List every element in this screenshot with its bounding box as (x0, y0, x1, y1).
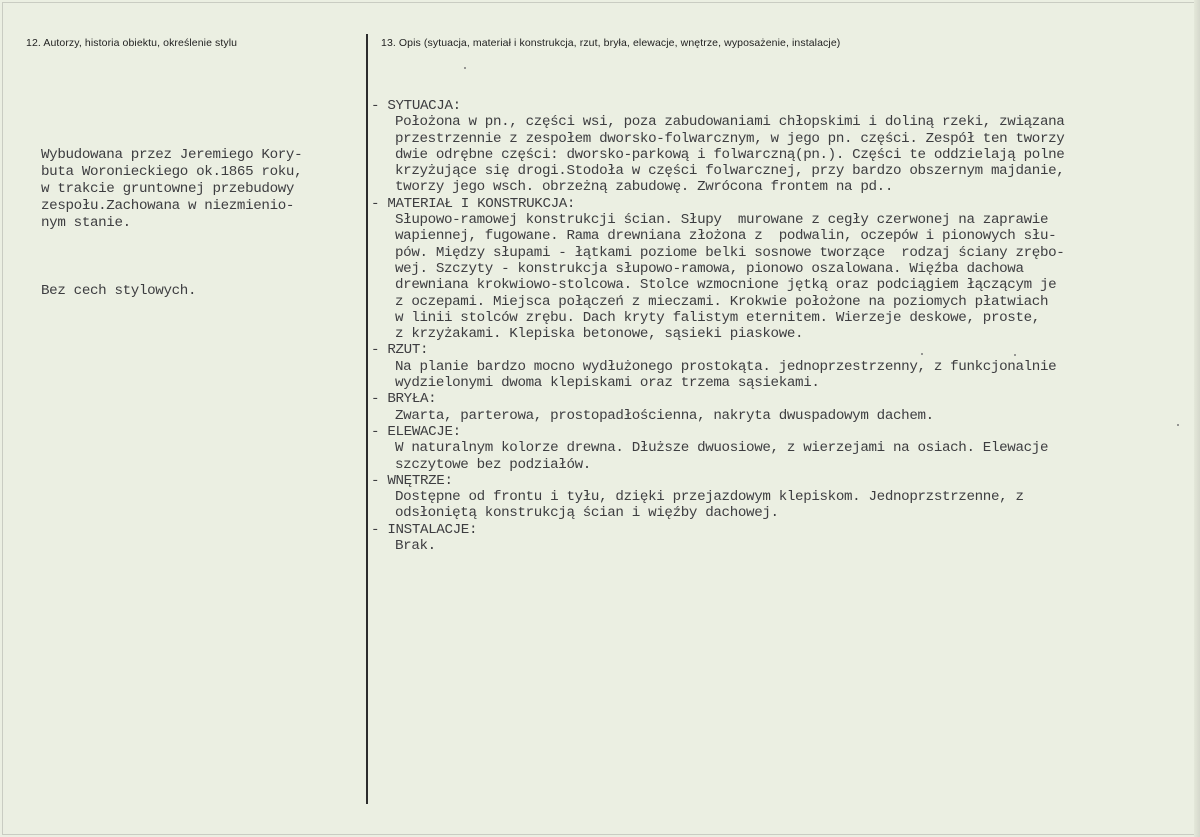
section-body: W naturalnym kolorze drewna. Dłuższe dwuosiowe, z wierzejami na osiach. Elewacje szczytowe bez podziałów. (395, 440, 1049, 473)
section-heading: - SYTUACJA: (371, 98, 461, 114)
section-sytuacja (371, 98, 1191, 196)
header-field-12: 12. Autorzy, historia obiektu, określenie stylu (26, 37, 238, 49)
section-heading: - RZUT: (371, 342, 429, 359)
section-bryla (371, 391, 1191, 424)
page-edge (1194, 0, 1200, 837)
paper-speck (1014, 354, 1016, 356)
paper-speck (1177, 424, 1179, 426)
section-heading: - WNĘTRZE: (371, 472, 453, 489)
section-heading: - ELEWACJE: (371, 423, 461, 440)
section-heading: - MATERIAŁ I KONSTRUKCJA: (371, 195, 576, 212)
section-rzut (371, 342, 1191, 391)
description-column (371, 98, 1191, 554)
section-elewacje (371, 424, 1191, 473)
section-body: Zwarta, parterowa, prostopadłościenna, nakryta dwuspadowym dachem. (395, 407, 934, 424)
header-field-13: 13. Opis (sytuacja, materiał i konstrukcja, rzut, bryła, elewacje, wnętrze, wyposażenie, instalacje) (381, 37, 841, 49)
history-paragraph: Wybudowana przez Jeremiego Kory- buta Woronieckiego ok.1865 roku, w trakcie gruntownej przebudowy zespołu.Zachowana w niezmienio- nym stanie. (41, 147, 303, 231)
section-instalacje (371, 522, 1191, 555)
section-body: Słupowo-ramowej konstrukcji ścian. Słupy murowane z cegły czerwonej na zaprawie wapiennej, fugowane. Rama drewniana złożona z podwalin, oczepów i pionowych słu- pów. Między słupami - łątkami poziome belki sosnowe tworzące rodzaj ściany zrębo- wej. Szczyty - konstrukcja słupowo-ramowa, pionowo oszalowana. Więźba dachowa drewniana krokwiowo-stolcowa. Stolce wzmocnione jętką oraz podciągiem łączącym je z oczepami. Miejsca połączeń z mieczami. Krokwie położone na poziomych płatwiach w linii stolców zrębu. Dach kryty falistym eternitem. Wierzeje deskowe, proste, z krzyżakami. Klepiska betonowe, sąsieki piaskowe. (395, 212, 1065, 343)
style-paragraph: Bez cech stylowych. (41, 283, 197, 299)
section-body: Na planie bardzo mocno wydłużonego prostokąta. jednoprzestrzenny, z funkcjonalnie wydzielonymi dwoma klepiskami oraz trzema sąsiekami. (395, 358, 1057, 392)
section-heading: - BRYŁA: (371, 391, 437, 408)
section-wnetrze (371, 473, 1191, 522)
section-material (371, 196, 1191, 343)
history-column (41, 113, 361, 317)
section-body: Brak. (395, 538, 436, 555)
section-body: Dostępne od frontu i tyłu, dzięki przejazdowym klepiskom. Jednoprzstrzenne, z odsłoniętą konstrukcją ścian i więźby dachowej. (395, 489, 1024, 522)
paper-speck (921, 353, 923, 355)
paper-speck (464, 67, 466, 69)
section-heading: - INSTALACJE: (371, 521, 478, 538)
section-body: Położona w pn., części wsi, poza zabudowaniami chłopskimi i doliną rzeki, związana przestrzennie z zespołem dworsko-folwarcznym, w jego pn. części. Zespół ten tworzy dwie odrębne części: dworsko-parkową i folwarczną(pn.). Części te oddzielają polne krzyżujące się drogi.Stodoła w części folwarcznej, przy bardzo obszernym majdanie, tworzy jego wsch. obrzeżną zabudowę. Zwrócona frontem na pd.. (395, 114, 1065, 196)
column-divider (366, 34, 368, 804)
